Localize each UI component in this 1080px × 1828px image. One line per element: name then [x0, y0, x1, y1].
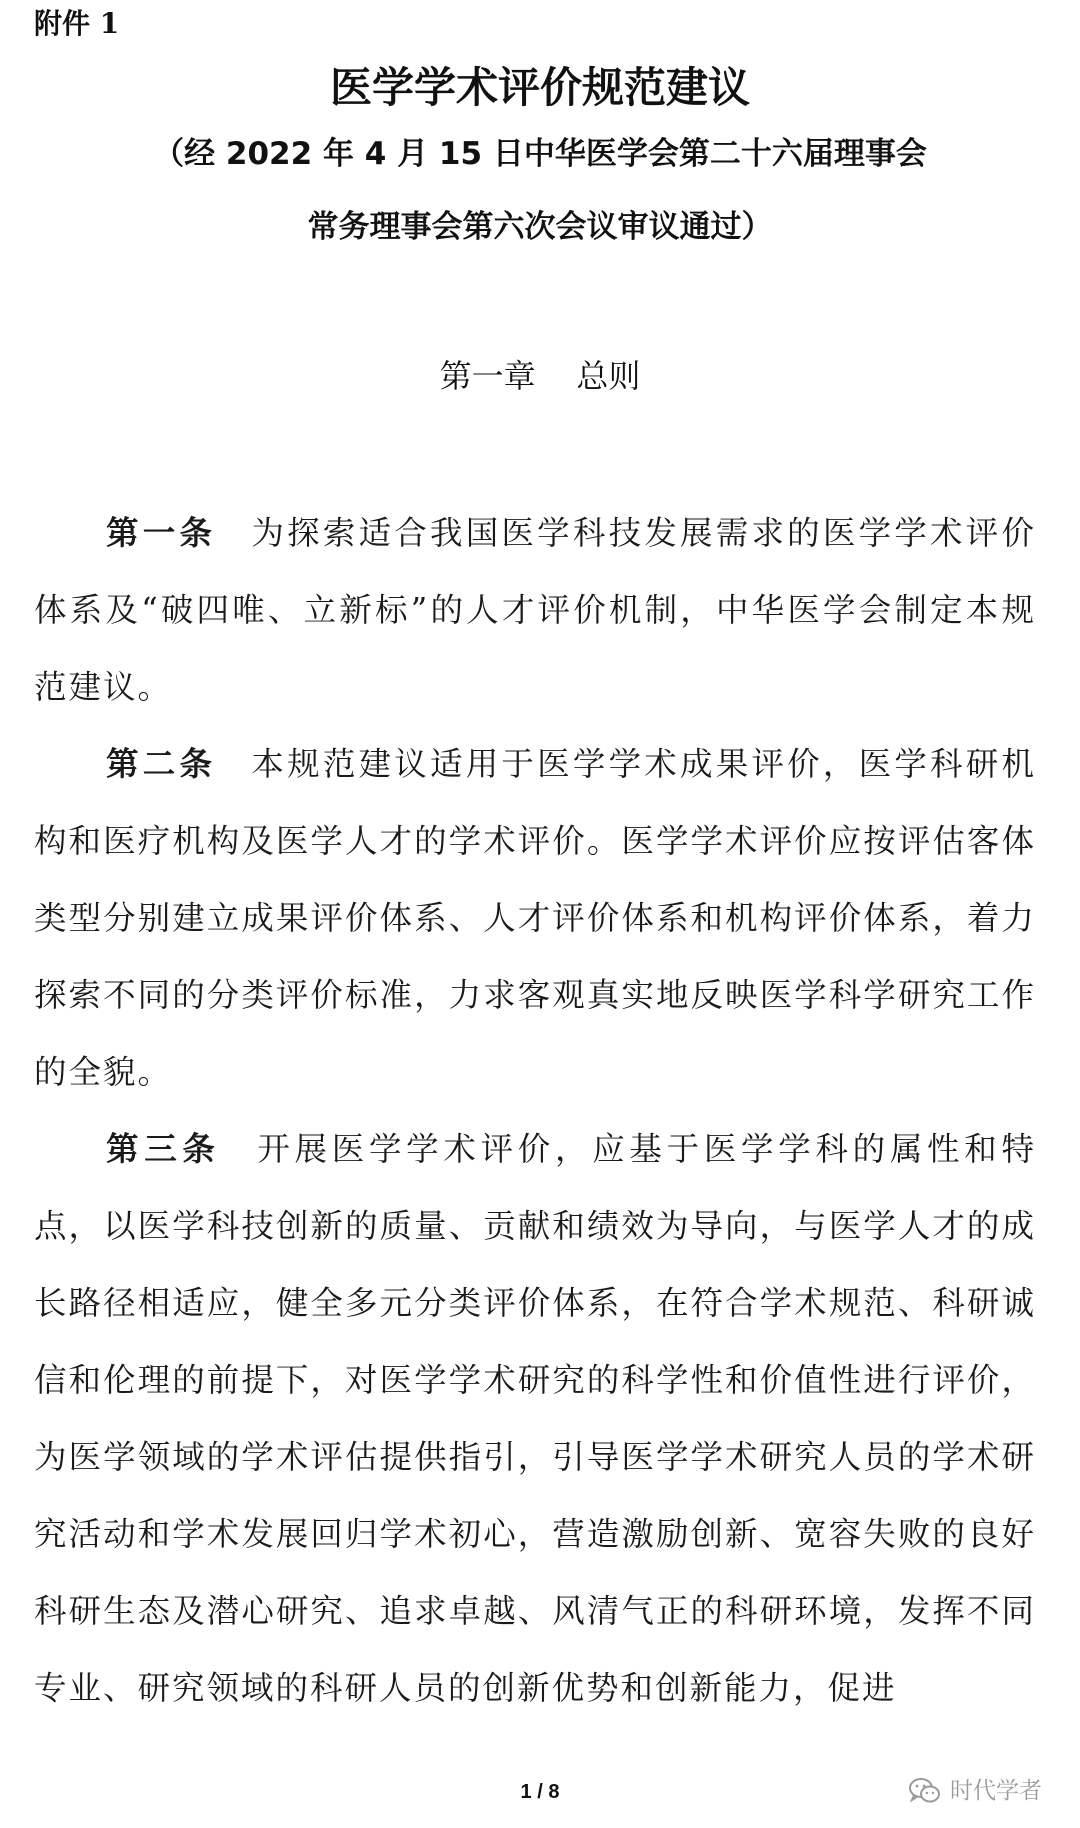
chapter-heading: 第一章 总则	[439, 357, 641, 395]
article-text: 本规范建议适用于医学学术成果评价，医学科研机构和医疗机构及医学人才的学术评价。医学学术评价应按评估客体类型分别建立成果评价体系、人才评价体系和机构评价体系，着力探索不同的分类评价标准，力求客观真实地反映医学科学研究工作的全貌。	[34, 745, 1036, 1091]
watermark	[908, 1775, 1042, 1807]
article-3	[34, 1111, 1036, 1727]
article-label: 第二条	[106, 745, 217, 783]
article-text: 开展医学学术评价，应基于医学学科的属性和特点，以医学科技创新的质量、贡献和绩效为导向，与医学人才的成长路径相适应，健全多元分类评价体系，在符合学术规范、科研诚信和伦理的前提下，对医学学术研究的科学性和价值性进行评价，为医学领域的学术评估提供指引，引导医学学术研究人员的学术研究活动和学术发展回归学术初心，营造激励创新、宽容失败的良好科研生态及潜心研究、追求卓越、风清气正的科研环境，发挥不同专业、研究领域的科研人员的创新优势和创新能力，促进	[34, 1130, 1036, 1707]
watermark-text: 时代学者	[950, 1778, 1042, 1804]
article-2	[34, 726, 1036, 1111]
article-text: 为探索适合我国医学科技发展需求的医学学术评价体系及“破四唯、立新标”的人才评价机制，中华医学会制定本规范建议。	[34, 514, 1036, 706]
attachment-label: 附件 1	[34, 7, 120, 40]
approval-note-line-1: （经 2022 年 4 月 15 日中华医学会第二十六届理事会	[153, 136, 927, 172]
wechat-icon	[908, 1777, 942, 1805]
article-label: 第三条	[106, 1130, 221, 1168]
article-1	[34, 495, 1036, 726]
article-label: 第一条	[106, 514, 217, 552]
page-number: 1 / 8	[520, 1781, 560, 1803]
document-title: 医学学术评价规范建议	[329, 63, 750, 112]
approval-note-line-2: 常务理事会第六次会议审议通过）	[307, 209, 773, 245]
document-body	[34, 495, 1036, 1727]
